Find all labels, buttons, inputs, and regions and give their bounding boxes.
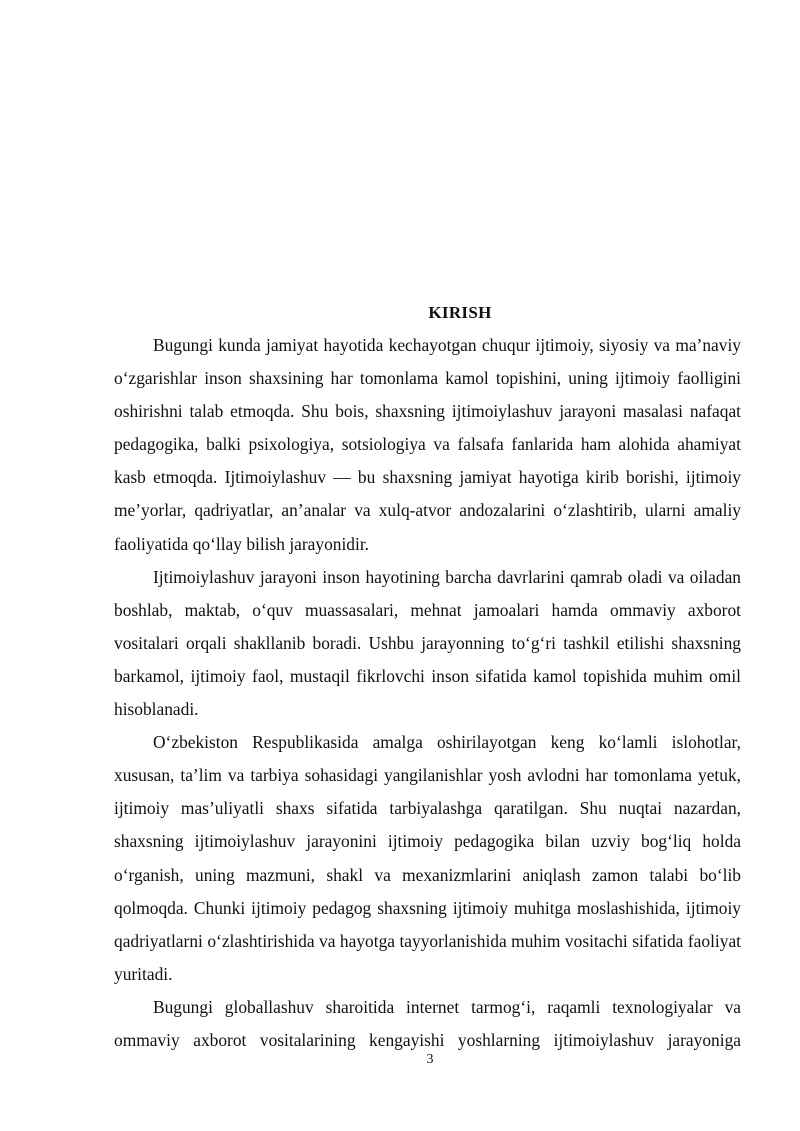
section-heading: KIRISH: [428, 303, 492, 322]
paragraph-2: Ijtimoiylashuv jarayoni inson hayotining barcha davrlarini qamrab oladi va oiladan boshlab, maktab, o‘quv muassasalari, mehnat jamoalari hamda ommaviy axborot vositalari orqali shakllanib boradi. Ushbu jarayonning to‘g‘ri tashkil etilishi shaxsning barkamol, ijtimoiy faol, mustaqil fikrlovchi inson sifatida kamol topishida muhim omil hisoblanadi.: [114, 566, 741, 720]
page-number: 3: [426, 1052, 434, 1067]
paragraph-4: Bugungi globallashuv sharoitida internet tarmog‘i, raqamli texnologiyalar va ommaviy axborot vositalarining kengayishi yoshlarning ijtimoiylashuv jarayoniga: [114, 996, 741, 1050]
paragraph-3: O‘zbekiston Respublikasida amalga oshirilayotgan keng ko‘lamli islohotlar, xususan, ta’lim va tarbiya sohasidagi yangilanishlar yosh avlodni har tomonlama yetuk, ijtimoiy mas’uliyatli shaxs sifatida tarbiyalashga qaratilgan. Shu nuqtai nazardan, shaxsning ijtimoiylashuv jarayonini ijtimoiy pedagogika bilan uzviy bog‘liq holda o‘rganish, uning mazmuni, shakl va mexanizmlarini aniqlash zamon talabi bo‘lib qolmoqda. Chunki ijtimoiy pedagog shaxsning ijtimoiy muhitga moslashishida, ijtimoiy qadriyatlarni o‘zlashtirishida va hayotga tayyorlanishida muhim vositachi sifatida faoliyat yuritadi.: [114, 732, 741, 984]
paragraph-1: Bugungi kunda jamiyat hayotida kechayotgan chuqur ijtimoiy, siyosiy va ma’naviy o‘zgarishlar inson shaxsining har tomonlama kamol topishini, uning ijtimoiy faolligini oshirishni talab etmoqda. Shu bois, shaxsning ijtimoiylashuv jarayoni masalasi nafaqat pedagogika, balki psixologiya, sotsiologiya va falsafa fanlarida ham alohida ahamiyat kasb etmoqda. Ijtimoiylashuv — bu shaxsning jamiyat hayotiga kirib borishi, ijtimoiy me’yorlar, qadriyatlar, an’analar va xulq-atvor andozalarini o‘zlashtirib, ularni amaliy faoliyatida qo‘llay bilish jarayonidir.: [114, 335, 741, 554]
document-page: [114, 297, 741, 1057]
